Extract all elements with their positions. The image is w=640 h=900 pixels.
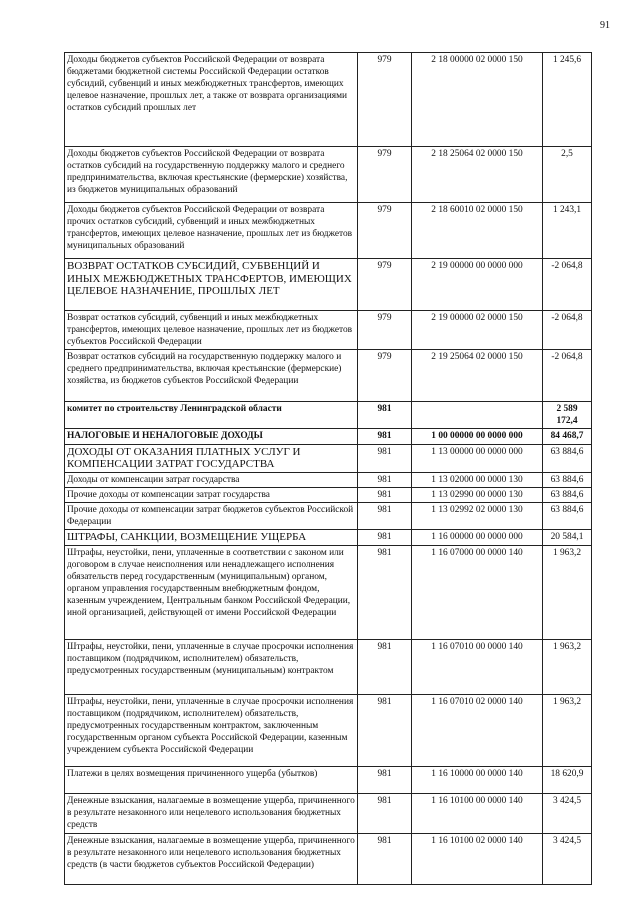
row-budget-code-cell: 1 16 07000 00 0000 140 — [412, 545, 543, 639]
row-budget-code-cell: 2 18 60010 02 0000 150 — [412, 203, 543, 259]
table-row — [65, 472, 592, 487]
row-admin-code-cell: 979 — [358, 53, 412, 147]
row-budget-code-cell: 1 13 02992 02 0000 130 — [412, 502, 543, 529]
table-row — [65, 766, 592, 793]
table-row — [65, 147, 592, 203]
row-amount-cell: 18 620,9 — [543, 766, 592, 793]
row-name-cell: Штрафы, неустойки, пени, уплаченные в случае просрочки исполнения поставщиком (подрядчиком, исполнителем) обязательств, предусмотренных государственным контрактом, заключенным государственным органом субъекта Российской Федерации, казенным учреждением субъекта Российской Федерации — [65, 694, 358, 766]
table-row — [65, 530, 592, 546]
row-amount-cell: -2 064,8 — [543, 350, 592, 402]
table-row — [65, 402, 592, 429]
table-row — [65, 545, 592, 639]
row-name-cell: ДОХОДЫ ОТ ОКАЗАНИЯ ПЛАТНЫХ УСЛУГ И КОМПЕНСАЦИИ ЗАТРАТ ГОСУДАРСТВА — [65, 444, 358, 472]
table-row — [65, 429, 592, 444]
table-row — [65, 259, 592, 311]
row-budget-code-cell: 1 16 00000 00 0000 000 — [412, 530, 543, 546]
row-amount-cell: 63 884,6 — [543, 472, 592, 487]
row-name-cell: Прочие доходы от компенсации затрат бюджетов субъектов Российской Федерации — [65, 502, 358, 529]
row-admin-code-cell: 981 — [358, 793, 412, 833]
row-budget-code-cell: 2 19 00000 02 0000 150 — [412, 311, 543, 350]
row-admin-code-cell: 981 — [358, 545, 412, 639]
row-amount-cell: 1 963,2 — [543, 639, 592, 694]
row-budget-code-cell — [412, 402, 543, 429]
row-budget-code-cell: 1 16 07010 02 0000 140 — [412, 694, 543, 766]
row-admin-code-cell: 981 — [358, 487, 412, 502]
table-row — [65, 444, 592, 472]
row-name-cell: Доходы бюджетов субъектов Российской Федерации от возврата остатков субсидий на государственную поддержку малого и среднего предпринимательства, включая крестьянские (фермерские) хозяйства, из бюджетов муниципальных образований — [65, 147, 358, 203]
row-admin-code-cell: 981 — [358, 444, 412, 472]
row-name-cell: ШТРАФЫ, САНКЦИИ, ВОЗМЕЩЕНИЕ УЩЕРБА — [65, 530, 358, 546]
row-admin-code-cell: 981 — [358, 833, 412, 884]
row-admin-code-cell: 981 — [358, 429, 412, 444]
row-admin-code-cell: 981 — [358, 530, 412, 546]
row-budget-code-cell: 1 13 02990 00 0000 130 — [412, 487, 543, 502]
row-name-cell: Доходы бюджетов субъектов Российской Федерации от возврата прочих остатков субсидий, субвенций и иных межбюджетных трансфертов, имеющих целевое назначение, прошлых лет из бюджетов муниципальных образований — [65, 203, 358, 259]
row-amount-cell: 63 884,6 — [543, 487, 592, 502]
table-row — [65, 694, 592, 766]
row-admin-code-cell: 979 — [358, 147, 412, 203]
row-amount-cell: 2,5 — [543, 147, 592, 203]
row-amount-cell: 1 963,2 — [543, 694, 592, 766]
row-name-cell: Доходы от компенсации затрат государства — [65, 472, 358, 487]
table-row — [65, 833, 592, 884]
row-budget-code-cell: 1 00 00000 00 0000 000 — [412, 429, 543, 444]
row-budget-code-cell: 2 19 25064 02 0000 150 — [412, 350, 543, 402]
row-amount-cell: 2 589 172,4 — [543, 402, 592, 429]
budget-revenue-table — [64, 52, 592, 885]
row-budget-code-cell: 1 16 07010 00 0000 140 — [412, 639, 543, 694]
row-admin-code-cell: 981 — [358, 766, 412, 793]
row-amount-cell: 1 963,2 — [543, 545, 592, 639]
row-name-cell: Доходы бюджетов субъектов Российской Федерации от возврата бюджетами бюджетной системы Российской Федерации остатков субсидий, субвенций и иных межбюджетных трансфертов, имеющих целевое назначение, прошлых лет, а также от возврата организациями остатков субсидий прошлых лет — [65, 53, 358, 147]
row-budget-code-cell: 2 18 00000 02 0000 150 — [412, 53, 543, 147]
row-amount-cell: 63 884,6 — [543, 502, 592, 529]
row-amount-cell: -2 064,8 — [543, 259, 592, 311]
row-amount-cell: 3 424,5 — [543, 833, 592, 884]
row-admin-code-cell: 979 — [358, 350, 412, 402]
row-name-cell: ВОЗВРАТ ОСТАТКОВ СУБСИДИЙ, СУБВЕНЦИЙ И ИНЫХ МЕЖБЮДЖЕТНЫХ ТРАНСФЕРТОВ, ИМЕЮЩИХ ЦЕЛЕВОЕ НАЗНАЧЕНИЕ, ПРОШЛЫХ ЛЕТ — [65, 259, 358, 311]
row-name-cell: Штрафы, неустойки, пени, уплаченные в соответствии с законом или договором в случае неисполнения или ненадлежащего исполнения обязательств перед государственным (муниципальным) органом, органом управления государственным внебюджетным фондом, казенным учреждением, Центральным банком Российской Федерации, иной организацией, действующей от имени Российской Федерации — [65, 545, 358, 639]
row-budget-code-cell: 1 13 00000 00 0000 000 — [412, 444, 543, 472]
row-name-cell: Штрафы, неустойки, пени, уплаченные в случае просрочки исполнения поставщиком (подрядчиком, исполнителем) обязательств, предусмотренных государственным (муниципальным) контрактом — [65, 639, 358, 694]
row-admin-code-cell: 981 — [358, 502, 412, 529]
row-admin-code-cell: 979 — [358, 203, 412, 259]
table-row — [65, 311, 592, 350]
row-amount-cell: 63 884,6 — [543, 444, 592, 472]
row-budget-code-cell: 2 18 25064 02 0000 150 — [412, 147, 543, 203]
row-name-cell: Прочие доходы от компенсации затрат государства — [65, 487, 358, 502]
row-budget-code-cell: 1 16 10100 02 0000 140 — [412, 833, 543, 884]
table-row — [65, 53, 592, 147]
row-name-cell: Платежи в целях возмещения причиненного ущерба (убытков) — [65, 766, 358, 793]
row-name-cell: НАЛОГОВЫЕ И НЕНАЛОГОВЫЕ ДОХОДЫ — [65, 429, 358, 444]
row-budget-code-cell: 1 13 02000 00 0000 130 — [412, 472, 543, 487]
row-amount-cell: 1 245,6 — [543, 53, 592, 147]
row-name-cell: Денежные взыскания, налагаемые в возмещение ущерба, причиненного в результате незаконного или нецелевого использования бюджетных средств — [65, 793, 358, 833]
row-amount-cell: -2 064,8 — [543, 311, 592, 350]
row-amount-cell: 84 468,7 — [543, 429, 592, 444]
table-row — [65, 793, 592, 833]
row-amount-cell: 3 424,5 — [543, 793, 592, 833]
page-number: 91 — [600, 20, 610, 31]
row-admin-code-cell: 981 — [358, 639, 412, 694]
row-admin-code-cell: 981 — [358, 402, 412, 429]
row-admin-code-cell: 979 — [358, 311, 412, 350]
row-name-cell: Возврат остатков субсидий, субвенций и иных межбюджетных трансфертов, имеющих целевое назначение, прошлых лет из бюджетов субъектов Российской Федерации — [65, 311, 358, 350]
row-name-cell: Возврат остатков субсидий на государственную поддержку малого и среднего предпринимательства, включая крестьянские (фермерские) хозяйства, из бюджетов субъектов Российской Федерации — [65, 350, 358, 402]
row-amount-cell: 1 243,1 — [543, 203, 592, 259]
table-row — [65, 639, 592, 694]
row-admin-code-cell: 981 — [358, 694, 412, 766]
row-name-cell: комитет по строительству Ленинградской области — [65, 402, 358, 429]
row-budget-code-cell: 1 16 10000 00 0000 140 — [412, 766, 543, 793]
table-row — [65, 350, 592, 402]
row-admin-code-cell: 979 — [358, 259, 412, 311]
table-row — [65, 502, 592, 529]
row-admin-code-cell: 981 — [358, 472, 412, 487]
table-row — [65, 487, 592, 502]
row-amount-cell: 20 584,1 — [543, 530, 592, 546]
row-budget-code-cell: 2 19 00000 00 0000 000 — [412, 259, 543, 311]
table-body — [65, 53, 592, 885]
table-row — [65, 203, 592, 259]
row-budget-code-cell: 1 16 10100 00 0000 140 — [412, 793, 543, 833]
row-name-cell: Денежные взыскания, налагаемые в возмещение ущерба, причиненного в результате незаконного или нецелевого использования бюджетных средств (в части бюджетов субъектов Российской Федерации) — [65, 833, 358, 884]
